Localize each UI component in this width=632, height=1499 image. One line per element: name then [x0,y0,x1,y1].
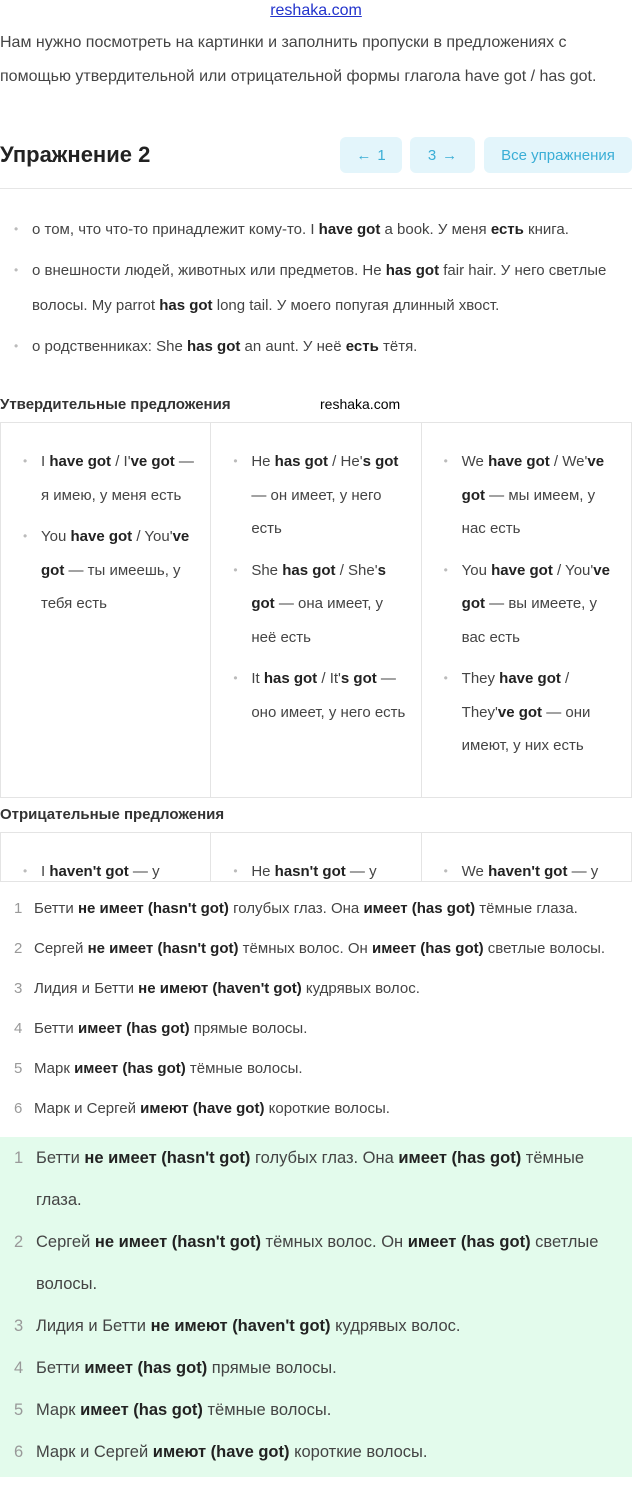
arrow-left-icon: ← [356,146,372,164]
text-segment: тётя. [378,338,418,355]
text-segment: тёмных волос. Он [238,940,372,957]
text-segment: — она имеет, у неё есть [251,595,384,646]
bullet-icon: • [233,562,238,577]
text-segment: Марк [36,1401,81,1419]
answer-item [14,1049,632,1089]
text-segment: — у [567,863,599,880]
bold-text: имеет (has got) [80,1401,203,1419]
text-segment: You [41,528,71,545]
next-exercise-button[interactable] [410,137,475,173]
text-segment: Лидия и Бетти [36,1317,151,1335]
arrow-right-icon: → [442,146,458,164]
bold-text: ve got [497,703,543,721]
pronoun-form [444,662,621,763]
text-segment: кудрявых волос. [330,1317,461,1335]
text-segment: светлые волосы. [36,1233,599,1293]
bold-text: have got [488,453,550,470]
divider [0,188,632,189]
bullet-icon: • [14,263,19,277]
text-segment: — оно имеет, у него есть [251,670,406,721]
text-segment: We [461,453,489,470]
text-segment: о том, что что-то принадлежит кому-то. I [32,221,319,238]
text-segment: — у [345,863,377,880]
answer-item-highlighted [14,1347,626,1389]
bullet-icon: • [443,671,448,685]
bold-text: have got [49,453,112,470]
prev-label: 1 [377,146,386,164]
bullet-icon: • [443,864,448,878]
pronoun-form [444,855,621,882]
bullet-icon: • [23,529,28,543]
text-segment: / We' [549,453,588,470]
bold-text: haven't got [488,863,568,880]
bold-text: имеют (have got) [152,1443,290,1461]
text-segment: — у [128,863,160,880]
pronoun-form [23,855,200,882]
text-segment: о родственниках: She [32,338,188,355]
text-segment: о внешности людей, животных или предметов. He [32,262,386,279]
bold-text: ve got [461,453,605,504]
usage-text [16,253,632,323]
pronoun-form [233,662,410,729]
table-column [1,833,211,881]
text-segment: — они имеют, у них есть [461,703,591,754]
prev-exercise-button[interactable] [340,137,402,173]
item-number: 1 [14,1149,24,1167]
text-segment: Марк и Сергей [36,1443,153,1461]
bold-text: имеет (has got) [74,1060,186,1077]
bullet-icon: • [23,454,28,468]
affirmative-table [0,422,632,798]
answer-item [14,889,632,929]
item-number: 2 [14,1233,24,1251]
text-segment: / I' [111,453,131,470]
bold-text: have got [70,528,133,545]
answer-item-highlighted [14,1431,626,1473]
answer-list [0,889,632,1137]
text-segment: — мы имеем, у нас есть [461,486,596,537]
usage-list [16,212,632,370]
item-number: 4 [14,1359,24,1377]
answer-item-highlighted [14,1221,626,1305]
watermark: reshaka.com [320,396,401,412]
text-segment: long tail. У моего попугая длинный хвост. [212,297,500,314]
text-segment: Бетти [36,1359,85,1377]
item-number: 6 [14,1100,23,1117]
text-segment: Лидия и Бетти [34,980,139,997]
item-number: 2 [14,940,23,957]
item-number: 5 [14,1060,23,1077]
answer-item [14,1089,632,1129]
table-column [1,423,211,797]
bold-text: не имеет (hasn't got) [84,1149,251,1167]
text-segment: тёмные глаза. [36,1149,585,1209]
text-segment: Сергей [34,940,88,957]
bold-text: ve got [41,528,190,579]
pronoun-form [23,520,200,621]
text-segment: He [251,453,275,470]
text-segment: прямые волосы. [189,1020,308,1037]
all-exercises-button[interactable] [484,137,632,173]
text-segment: Сергей [36,1233,95,1251]
text-segment: We [461,863,489,880]
bold-text: имеют (have got) [140,1100,265,1117]
item-number: 6 [14,1443,24,1461]
pronoun-form [23,445,200,512]
answer-item [14,1009,632,1049]
reshaka-link[interactable]: reshaka.com [270,2,362,19]
pronoun-form [444,554,621,655]
text-segment: голубых глаз. Она [228,900,364,917]
bold-text: имеет (has got) [398,1149,522,1167]
text-segment: тёмные волосы. [185,1060,303,1077]
bullet-icon: • [23,864,28,878]
bold-text: не имеет (hasn't got) [94,1233,261,1251]
text-segment: тёмные волосы. [202,1401,332,1419]
text-segment: голубых глаз. Она [250,1149,399,1167]
table-column [422,833,631,881]
text-segment: — я имею, у меня есть [41,453,194,504]
bold-text: не имеют (haven't got) [150,1317,331,1335]
text-segment: / She' [335,561,378,579]
text-segment: / It' [317,670,341,687]
text-segment: тёмные глаза. [475,900,578,917]
text-segment: Марк [34,1060,75,1077]
text-segment: I [41,863,50,880]
bold-text: have got [499,670,561,687]
answer-item [14,929,632,969]
text-segment: прямые волосы. [207,1359,337,1377]
negative-table [0,832,632,882]
bold-text: have got [318,221,381,238]
item-number: 1 [14,900,23,917]
text-segment: It [251,670,264,687]
answer-item-highlighted [14,1389,626,1431]
text-segment: Бетти [34,1020,78,1037]
text-segment: Бетти [34,900,78,917]
bullet-icon: • [443,454,448,468]
text-segment: Бетти [36,1149,85,1167]
bold-text: не имеет (hasn't got) [87,940,239,957]
text-segment: You [461,561,492,579]
bold-text: has got [385,262,440,279]
bold-text: есть [490,221,524,238]
bullet-icon: • [14,222,19,236]
bold-text: не имеют (haven't got) [138,980,302,997]
answer-item-highlighted [14,1305,626,1347]
bold-text: hasn't got [274,863,346,880]
text-segment: a book. У меня [380,221,491,238]
affirmative-heading: Утвердительные предложения [0,396,231,413]
table-column [211,423,421,797]
text-segment: I [41,453,50,470]
bold-text: has got [274,453,329,470]
text-segment: He [251,863,275,880]
bold-text: has got [282,561,336,579]
bold-text: has got [263,670,318,687]
usage-item [16,253,632,323]
text-segment: / You' [132,528,173,545]
usage-text [16,329,632,364]
usage-item [16,212,632,247]
pronoun-form [444,445,621,546]
bold-text: ve got [130,453,175,470]
item-number: 5 [14,1401,24,1419]
page-title: Упражнение 2 [0,142,151,167]
answers-section [0,889,632,1477]
text-segment: светлые волосы. [483,940,606,957]
usage-text [16,212,632,247]
text-segment: — он имеет, у него есть [251,486,382,537]
item-number: 3 [14,1317,24,1335]
bold-text: имеет (has got) [363,900,476,917]
negative-heading: Отрицательные предложения [0,806,225,823]
bold-text: есть [345,338,379,355]
bold-text: ve got [461,561,610,612]
bold-text: имеет (has got) [407,1233,531,1251]
text-segment: — ты имеешь, у тебя есть [41,561,181,612]
bold-text: haven't got [49,863,129,880]
text-segment: кудрявых волос. [301,980,420,997]
bold-text: has got [159,297,213,314]
bold-text: не имеет (hasn't got) [77,900,229,917]
text-segment: / They' [461,670,570,721]
bold-text: s got [340,670,377,687]
bold-text: s got [362,453,399,470]
bold-text: имеет (has got) [371,940,484,957]
text-segment: fair hair. У него светлые волосы. My parrot [32,262,607,314]
text-segment: книга. [523,221,569,238]
all-label: Все упражнения [501,146,615,164]
text-segment: / You' [552,561,594,579]
item-number: 4 [14,1020,23,1037]
next-label: 3 [427,146,437,164]
answer-box [0,1137,632,1477]
text-segment: / He' [328,453,363,470]
text-segment: Марк и Сергей [34,1100,141,1117]
answer-item-highlighted [14,1137,626,1221]
text-segment: короткие волосы. [289,1443,428,1461]
text-segment: She [251,561,283,579]
bold-text: s got [251,561,386,612]
text-segment: — вы имеете, у вас есть [461,595,597,646]
table-column [211,833,421,881]
bullet-icon: • [233,864,238,878]
pronoun-form [233,445,410,546]
text-segment: an aunt. У неё [240,338,346,355]
intro-text: Нам нужно посмотреть на картинки и заполнить пропуски в предложениях с помощью утвердительной или отрицательной формы глагола have got / has got. [0,34,597,85]
answer-item [14,969,632,1009]
bullet-icon: • [14,339,19,353]
text-segment: короткие волосы. [264,1100,390,1117]
bold-text: имеет (has got) [84,1359,208,1377]
bullet-icon: • [233,671,238,685]
usage-item [16,329,632,364]
bold-text: has got [187,338,241,355]
bullet-icon: • [443,562,448,577]
pronoun-form [233,554,410,655]
bold-text: имеет (has got) [77,1020,190,1037]
bold-text: have got [491,561,553,579]
table-column [422,423,631,797]
item-number: 3 [14,980,23,997]
text-segment: тёмных волос. Он [260,1233,408,1251]
pronoun-form [233,855,410,882]
text-segment: They [461,670,500,687]
bullet-icon: • [233,454,238,468]
